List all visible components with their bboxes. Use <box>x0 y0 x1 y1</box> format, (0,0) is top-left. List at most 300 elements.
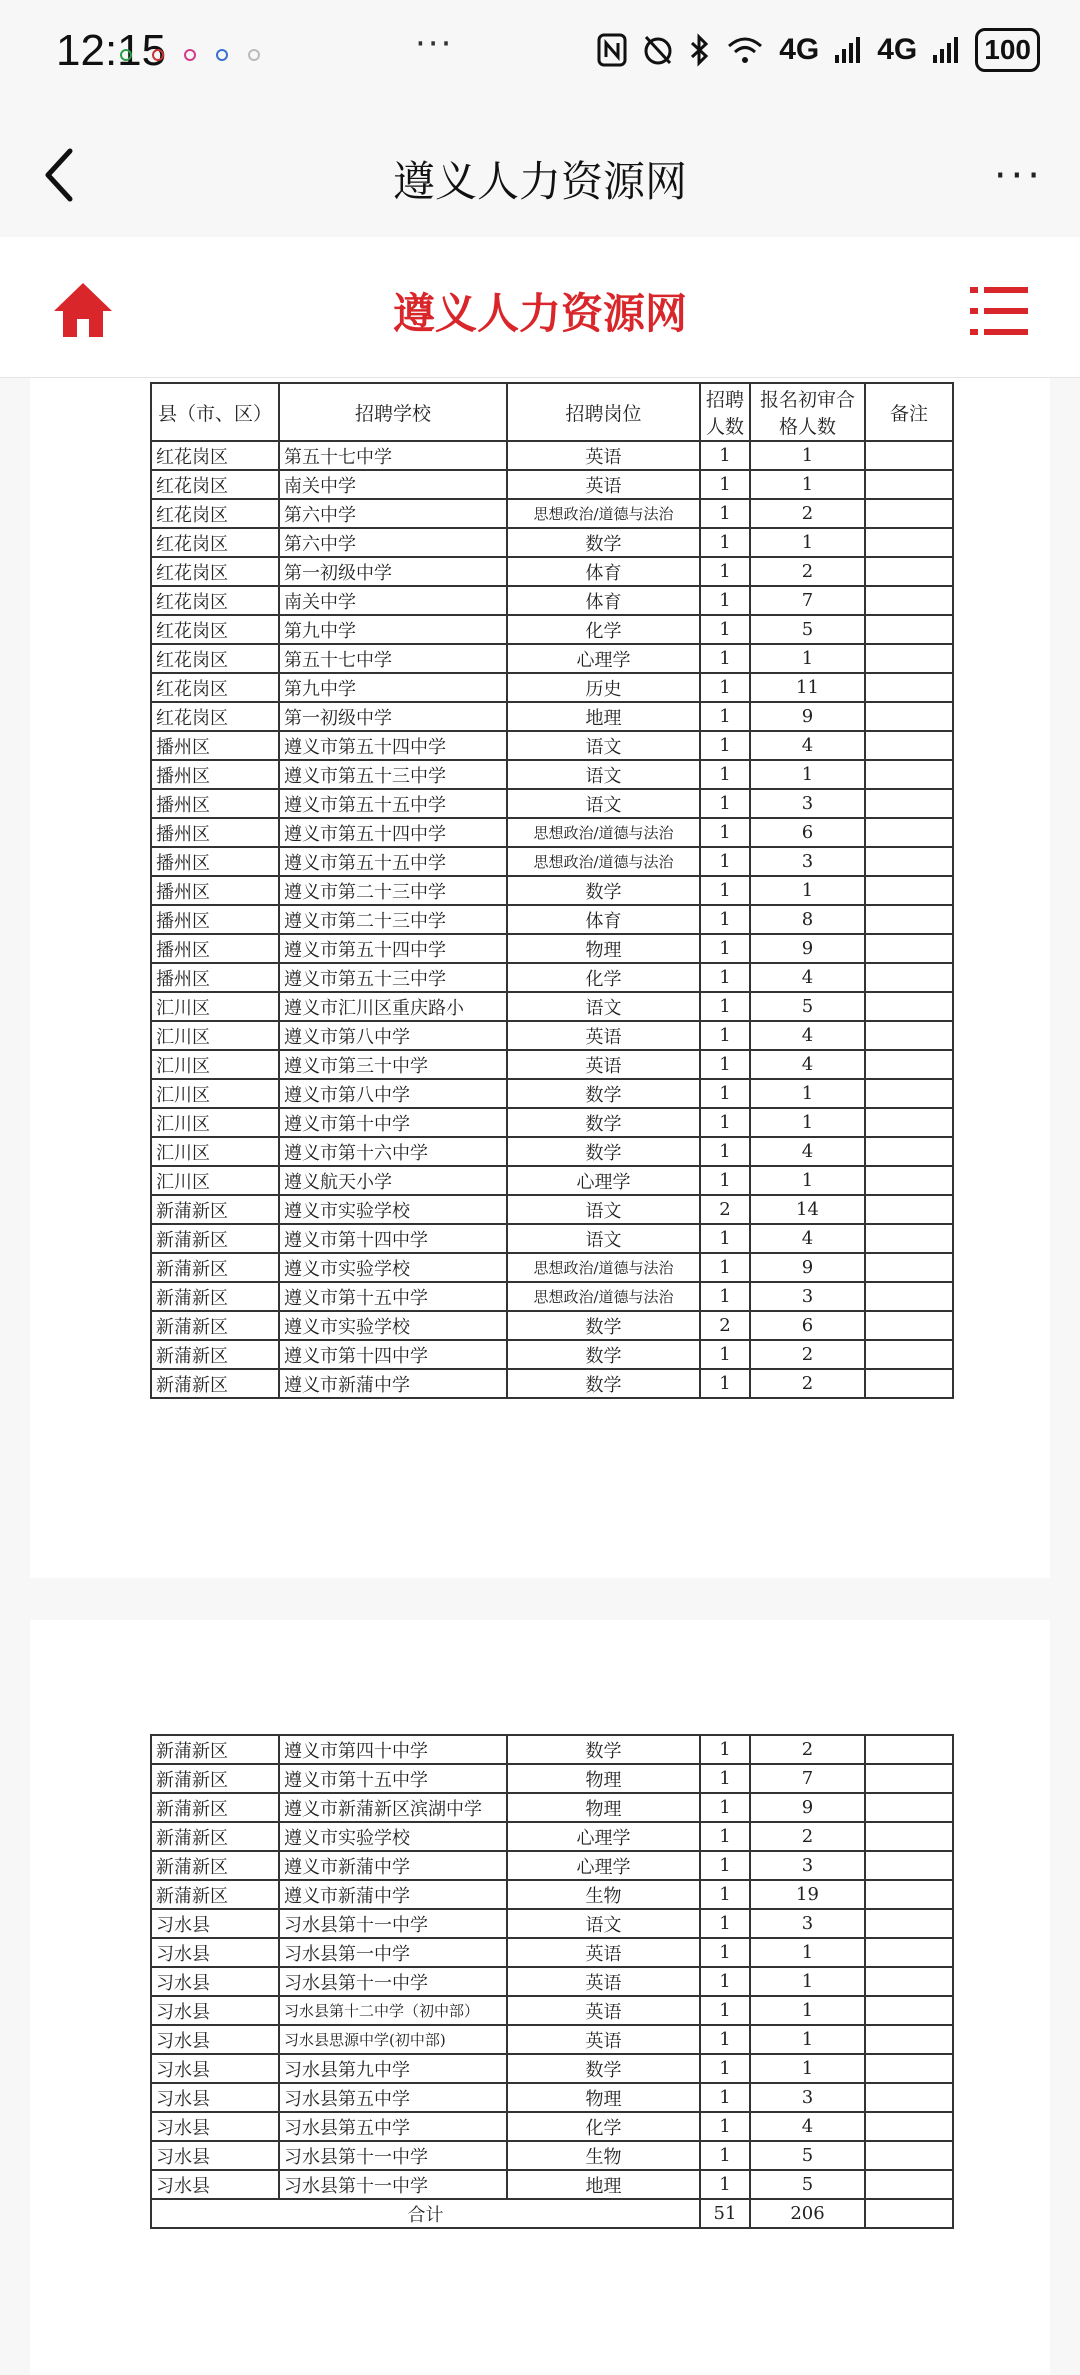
table-row <box>151 876 953 905</box>
table-row <box>151 818 953 847</box>
more-options-button[interactable]: ··· <box>993 153 1044 199</box>
table-row <box>151 1735 953 1764</box>
cell-position: 地理 <box>507 2170 700 2199</box>
cell-school: 习水县思源中学(初中部) <box>279 2025 507 2054</box>
cell-count: 1 <box>700 586 750 615</box>
table-row <box>151 2025 953 2054</box>
site-name: 遵义人力资源网 <box>392 289 687 338</box>
cell-qualified: 5 <box>750 2170 865 2199</box>
cell-qualified: 4 <box>750 963 865 992</box>
table-row <box>151 2083 953 2112</box>
table-row <box>151 1079 953 1108</box>
cell-count: 1 <box>700 2141 750 2170</box>
cell-count: 1 <box>700 963 750 992</box>
cell-school: 遵义航天小学 <box>279 1166 507 1195</box>
table-row <box>151 789 953 818</box>
cell-school: 习水县第十二中学（初中部） <box>279 1996 507 2025</box>
table-row <box>151 1938 953 1967</box>
cell-qualified: 1 <box>750 1079 865 1108</box>
cell-county: 播州区 <box>151 963 279 992</box>
cell-remark <box>865 2141 953 2170</box>
cell-school: 遵义市新蒲中学 <box>279 1880 507 1909</box>
table-row <box>151 1311 953 1340</box>
cell-position: 思想政治/道德与法治 <box>507 847 700 876</box>
cell-county: 红花岗区 <box>151 673 279 702</box>
cell-position: 数学 <box>507 876 700 905</box>
cell-position: 语文 <box>507 1195 700 1224</box>
cell-school: 遵义市第十四中学 <box>279 1224 507 1253</box>
cell-qualified: 3 <box>750 2083 865 2112</box>
cell-remark <box>865 673 953 702</box>
cell-remark <box>865 586 953 615</box>
cell-school: 习水县第十一中学 <box>279 1967 507 1996</box>
cell-remark <box>865 2083 953 2112</box>
cell-qualified: 4 <box>750 1021 865 1050</box>
recruitment-table-continued <box>150 1734 954 2229</box>
cell-school: 习水县第一中学 <box>279 1938 507 1967</box>
table-row <box>151 905 953 934</box>
cell-remark <box>865 1282 953 1311</box>
cell-county: 新蒲新区 <box>151 1224 279 1253</box>
cell-qualified: 11 <box>750 673 865 702</box>
cell-count: 1 <box>700 1224 750 1253</box>
recruitment-table <box>150 382 954 1399</box>
cell-qualified: 3 <box>750 847 865 876</box>
cell-remark <box>865 1050 953 1079</box>
cell-position: 语文 <box>507 760 700 789</box>
cell-position: 物理 <box>507 1793 700 1822</box>
cell-count: 1 <box>700 905 750 934</box>
cell-county: 播州区 <box>151 876 279 905</box>
cell-count: 1 <box>700 2083 750 2112</box>
cell-school: 遵义市新蒲中学 <box>279 1851 507 1880</box>
cell-position: 化学 <box>507 963 700 992</box>
cell-county: 红花岗区 <box>151 499 279 528</box>
cell-qualified: 1 <box>750 441 865 470</box>
cell-position: 英语 <box>507 1021 700 1050</box>
cell-position: 数学 <box>507 1735 700 1764</box>
cell-school: 南关中学 <box>279 586 507 615</box>
document-page <box>30 378 1050 1578</box>
cell-count: 1 <box>700 1764 750 1793</box>
cell-position: 语文 <box>507 1224 700 1253</box>
cell-school: 遵义市实验学校 <box>279 1311 507 1340</box>
cell-school: 遵义市第三十中学 <box>279 1050 507 1079</box>
cell-school: 遵义市新蒲新区滨湖中学 <box>279 1793 507 1822</box>
cell-count: 2 <box>700 1311 750 1340</box>
cell-position: 英语 <box>507 1938 700 1967</box>
cell-remark <box>865 1253 953 1282</box>
cell-count: 1 <box>700 876 750 905</box>
cell-count: 1 <box>700 789 750 818</box>
cell-qualified: 2 <box>750 1340 865 1369</box>
cell-position: 数学 <box>507 1311 700 1340</box>
cell-school: 遵义市实验学校 <box>279 1195 507 1224</box>
cell-county: 汇川区 <box>151 1108 279 1137</box>
cell-position: 思想政治/道德与法治 <box>507 818 700 847</box>
table-row <box>151 1909 953 1938</box>
cell-county: 新蒲新区 <box>151 1793 279 1822</box>
notification-app-icon <box>120 49 132 61</box>
cell-school: 遵义市第五十四中学 <box>279 818 507 847</box>
cell-position: 英语 <box>507 1050 700 1079</box>
cell-remark <box>865 1938 953 1967</box>
menu-icon[interactable] <box>970 285 1028 337</box>
cell-county: 新蒲新区 <box>151 1311 279 1340</box>
cell-remark <box>865 1224 953 1253</box>
cell-remark <box>865 1079 953 1108</box>
cell-count: 1 <box>700 1909 750 1938</box>
table-row <box>151 2141 953 2170</box>
cell-remark <box>865 2112 953 2141</box>
cell-remark <box>865 1996 953 2025</box>
cell-county: 红花岗区 <box>151 470 279 499</box>
cell-count: 1 <box>700 1793 750 1822</box>
table-row <box>151 1224 953 1253</box>
cell-count: 1 <box>700 2025 750 2054</box>
cell-remark <box>865 499 953 528</box>
cell-count: 1 <box>700 1166 750 1195</box>
cell-county: 新蒲新区 <box>151 1282 279 1311</box>
cell-school: 第六中学 <box>279 528 507 557</box>
cell-county: 汇川区 <box>151 1050 279 1079</box>
cell-count: 1 <box>700 1851 750 1880</box>
cell-position: 数学 <box>507 1340 700 1369</box>
total-remark <box>865 2199 953 2228</box>
cell-county: 汇川区 <box>151 992 279 1021</box>
header-qualified: 报名初审合格人数 <box>750 383 865 441</box>
table-row <box>151 760 953 789</box>
table-row <box>151 934 953 963</box>
cell-remark <box>865 1793 953 1822</box>
cell-position: 历史 <box>507 673 700 702</box>
cell-position: 数学 <box>507 1079 700 1108</box>
table-row <box>151 2112 953 2141</box>
cell-remark <box>865 934 953 963</box>
cell-position: 心理学 <box>507 1166 700 1195</box>
cell-position: 思想政治/道德与法治 <box>507 1282 700 1311</box>
cell-school: 习水县第十一中学 <box>279 1909 507 1938</box>
cell-county: 新蒲新区 <box>151 1822 279 1851</box>
table-row <box>151 702 953 731</box>
page-title: 遵义人力资源网 <box>392 157 687 206</box>
status-bar <box>0 0 1080 105</box>
cell-county: 汇川区 <box>151 1021 279 1050</box>
table-row <box>151 1050 953 1079</box>
table-row <box>151 1764 953 1793</box>
cell-qualified: 1 <box>750 2054 865 2083</box>
cell-qualified: 9 <box>750 702 865 731</box>
cell-qualified: 14 <box>750 1195 865 1224</box>
cell-remark <box>865 876 953 905</box>
status-icons <box>597 28 1040 72</box>
cell-position: 化学 <box>507 615 700 644</box>
cell-remark <box>865 1764 953 1793</box>
cell-county: 红花岗区 <box>151 702 279 731</box>
cell-qualified: 3 <box>750 1909 865 1938</box>
signal-icon <box>931 35 961 65</box>
cell-count: 1 <box>700 1079 750 1108</box>
table-row <box>151 1108 953 1137</box>
table-row <box>151 441 953 470</box>
cell-remark <box>865 1735 953 1764</box>
cell-position: 生物 <box>507 1880 700 1909</box>
cell-county: 习水县 <box>151 2054 279 2083</box>
header-county: 县（市、区） <box>151 383 279 441</box>
cell-county: 汇川区 <box>151 1137 279 1166</box>
table-row <box>151 1166 953 1195</box>
cell-remark <box>865 963 953 992</box>
cell-position: 体育 <box>507 586 700 615</box>
cell-count: 1 <box>700 1822 750 1851</box>
cell-county: 习水县 <box>151 2112 279 2141</box>
cell-county: 习水县 <box>151 2025 279 2054</box>
table-row <box>151 1137 953 1166</box>
cell-school: 第六中学 <box>279 499 507 528</box>
table-row <box>151 615 953 644</box>
table-row <box>151 528 953 557</box>
cell-count: 1 <box>700 1340 750 1369</box>
header-school: 招聘学校 <box>279 383 507 441</box>
cell-school: 遵义市第五十三中学 <box>279 963 507 992</box>
cell-count: 1 <box>700 1996 750 2025</box>
battery-indicator: 100 <box>975 28 1040 72</box>
cell-remark <box>865 2170 953 2199</box>
cell-remark <box>865 644 953 673</box>
cell-school: 遵义市第二十三中学 <box>279 905 507 934</box>
cell-qualified: 2 <box>750 557 865 586</box>
nfc-icon <box>597 33 627 67</box>
cell-qualified: 4 <box>750 731 865 760</box>
cell-county: 新蒲新区 <box>151 1340 279 1369</box>
cell-position: 心理学 <box>507 1851 700 1880</box>
cell-qualified: 1 <box>750 1967 865 1996</box>
app-nav-bar <box>0 105 1080 237</box>
cell-qualified: 2 <box>750 499 865 528</box>
cell-position: 数学 <box>507 2054 700 2083</box>
cell-count: 1 <box>700 1282 750 1311</box>
cell-qualified: 1 <box>750 470 865 499</box>
cell-count: 1 <box>700 673 750 702</box>
cell-count: 1 <box>700 644 750 673</box>
cell-county: 习水县 <box>151 2083 279 2112</box>
table-row <box>151 557 953 586</box>
cell-qualified: 5 <box>750 2141 865 2170</box>
cell-position: 语文 <box>507 731 700 760</box>
cell-remark <box>865 760 953 789</box>
cell-position: 体育 <box>507 905 700 934</box>
header-count: 招聘人数 <box>700 383 750 441</box>
cell-qualified: 1 <box>750 1938 865 1967</box>
cell-county: 习水县 <box>151 2170 279 2199</box>
cell-county: 习水县 <box>151 2141 279 2170</box>
table-row <box>151 470 953 499</box>
cell-count: 1 <box>700 934 750 963</box>
cell-county: 新蒲新区 <box>151 1764 279 1793</box>
cell-count: 1 <box>700 702 750 731</box>
cell-position: 数学 <box>507 1369 700 1398</box>
cell-remark <box>865 528 953 557</box>
status-time: 12:15 <box>56 26 167 75</box>
cell-count: 1 <box>700 2054 750 2083</box>
cell-count: 1 <box>700 1137 750 1166</box>
cell-qualified: 3 <box>750 1851 865 1880</box>
cell-qualified: 5 <box>750 615 865 644</box>
cell-qualified: 1 <box>750 644 865 673</box>
cell-county: 播州区 <box>151 818 279 847</box>
cell-remark <box>865 1021 953 1050</box>
cell-county: 新蒲新区 <box>151 1195 279 1224</box>
cell-count: 1 <box>700 1938 750 1967</box>
table-row <box>151 1282 953 1311</box>
cell-count: 1 <box>700 760 750 789</box>
table-row <box>151 1253 953 1282</box>
table-row <box>151 586 953 615</box>
cell-remark <box>865 557 953 586</box>
table-row <box>151 1021 953 1050</box>
cell-count: 1 <box>700 1050 750 1079</box>
cell-position: 物理 <box>507 2083 700 2112</box>
cell-county: 红花岗区 <box>151 557 279 586</box>
cell-county: 新蒲新区 <box>151 1369 279 1398</box>
cell-qualified: 4 <box>750 2112 865 2141</box>
cell-school: 遵义市新蒲中学 <box>279 1369 507 1398</box>
cell-county: 习水县 <box>151 1996 279 2025</box>
site-header <box>0 237 1080 378</box>
signal-icon <box>833 35 863 65</box>
cell-county: 播州区 <box>151 905 279 934</box>
cell-qualified: 4 <box>750 1137 865 1166</box>
cell-county: 播州区 <box>151 934 279 963</box>
cell-remark <box>865 2054 953 2083</box>
cell-school: 习水县第十一中学 <box>279 2141 507 2170</box>
cell-county: 播州区 <box>151 847 279 876</box>
cell-qualified: 4 <box>750 1050 865 1079</box>
cell-county: 习水县 <box>151 1909 279 1938</box>
table-row <box>151 2054 953 2083</box>
cell-count: 1 <box>700 1369 750 1398</box>
wifi-icon <box>725 34 765 66</box>
table-row <box>151 499 953 528</box>
cell-qualified: 3 <box>750 789 865 818</box>
cell-qualified: 9 <box>750 1253 865 1282</box>
cell-qualified: 3 <box>750 1282 865 1311</box>
cell-qualified: 1 <box>750 1166 865 1195</box>
cell-position: 思想政治/道德与法治 <box>507 1253 700 1282</box>
cell-school: 遵义市实验学校 <box>279 1253 507 1282</box>
cell-school: 遵义市第五十五中学 <box>279 847 507 876</box>
table-row <box>151 1793 953 1822</box>
cell-remark <box>865 1108 953 1137</box>
table-row <box>151 992 953 1021</box>
cell-county: 新蒲新区 <box>151 1851 279 1880</box>
cell-position: 数学 <box>507 1108 700 1137</box>
cell-school: 遵义市第十中学 <box>279 1108 507 1137</box>
cell-position: 地理 <box>507 702 700 731</box>
cell-school: 遵义市第十六中学 <box>279 1137 507 1166</box>
cell-qualified: 1 <box>750 528 865 557</box>
notification-app-icon <box>216 49 228 61</box>
cell-position: 语文 <box>507 1909 700 1938</box>
cell-count: 1 <box>700 1735 750 1764</box>
cell-qualified: 6 <box>750 818 865 847</box>
table-row <box>151 847 953 876</box>
bluetooth-icon <box>689 33 711 67</box>
cell-position: 英语 <box>507 470 700 499</box>
table-row <box>151 963 953 992</box>
cell-qualified: 9 <box>750 1793 865 1822</box>
table-row <box>151 644 953 673</box>
cell-count: 1 <box>700 2170 750 2199</box>
cell-school: 习水县第九中学 <box>279 2054 507 2083</box>
cell-county: 习水县 <box>151 1938 279 1967</box>
cell-county: 新蒲新区 <box>151 1735 279 1764</box>
cell-county: 汇川区 <box>151 1166 279 1195</box>
total-count: 51 <box>700 2199 750 2228</box>
cell-position: 心理学 <box>507 1822 700 1851</box>
cell-position: 语文 <box>507 789 700 818</box>
table-row <box>151 1880 953 1909</box>
cell-position: 化学 <box>507 2112 700 2141</box>
cell-position: 英语 <box>507 2025 700 2054</box>
cell-qualified: 1 <box>750 2025 865 2054</box>
cell-position: 数学 <box>507 1137 700 1166</box>
cell-count: 1 <box>700 1253 750 1282</box>
cell-school: 遵义市第八中学 <box>279 1021 507 1050</box>
cell-qualified: 4 <box>750 1224 865 1253</box>
cell-school: 习水县第五中学 <box>279 2083 507 2112</box>
cell-position: 英语 <box>507 441 700 470</box>
signal-type-label: 4G <box>877 33 918 66</box>
cell-count: 1 <box>700 470 750 499</box>
cell-count: 1 <box>700 847 750 876</box>
table-header-row <box>151 383 953 441</box>
cell-county: 红花岗区 <box>151 586 279 615</box>
cell-remark <box>865 615 953 644</box>
table-row <box>151 1340 953 1369</box>
cell-count: 1 <box>700 1108 750 1137</box>
header-position: 招聘岗位 <box>507 383 700 441</box>
cell-remark <box>865 731 953 760</box>
header-remark: 备注 <box>865 383 953 441</box>
cell-remark <box>865 1822 953 1851</box>
table-row <box>151 731 953 760</box>
cell-school: 第五十七中学 <box>279 644 507 673</box>
cell-school: 第五十七中学 <box>279 441 507 470</box>
cell-position: 语文 <box>507 992 700 1021</box>
cell-qualified: 2 <box>750 1369 865 1398</box>
cell-count: 1 <box>700 557 750 586</box>
cell-county: 习水县 <box>151 1967 279 1996</box>
cell-school: 第九中学 <box>279 615 507 644</box>
table-row <box>151 1967 953 1996</box>
cell-county: 播州区 <box>151 731 279 760</box>
cell-remark <box>865 1967 953 1996</box>
alarm-off-icon <box>641 33 675 67</box>
cell-position: 物理 <box>507 934 700 963</box>
cell-position: 英语 <box>507 1996 700 2025</box>
cell-county: 新蒲新区 <box>151 1253 279 1282</box>
cell-qualified: 7 <box>750 1764 865 1793</box>
cell-count: 1 <box>700 499 750 528</box>
cell-qualified: 2 <box>750 1822 865 1851</box>
cell-count: 1 <box>700 1880 750 1909</box>
cell-county: 播州区 <box>151 789 279 818</box>
cell-remark <box>865 1851 953 1880</box>
cell-school: 南关中学 <box>279 470 507 499</box>
cell-qualified: 1 <box>750 1108 865 1137</box>
cell-county: 红花岗区 <box>151 528 279 557</box>
